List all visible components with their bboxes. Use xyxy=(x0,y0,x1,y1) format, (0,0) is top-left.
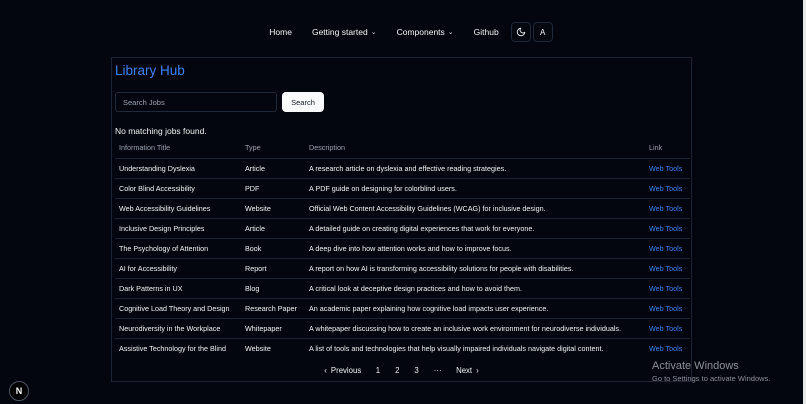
pagination-ellipsis: ··· xyxy=(433,365,442,375)
cell-description: A critical look at deceptive design practices and how to avoid them. xyxy=(305,278,645,298)
cell-link[interactable]: Web Tools xyxy=(645,178,690,198)
cell-type: Website xyxy=(245,343,271,353)
activate-windows-watermark xyxy=(652,360,770,383)
cell-description: A PDF guide on designing for colorblind users. xyxy=(305,178,645,198)
nav-getting-started-label: Getting started xyxy=(311,27,368,37)
cell-type: Book xyxy=(241,238,305,258)
cell-type: Article xyxy=(241,218,305,238)
cell-description: A list of tools and technologies that help visually impaired individuals navigate digital content. xyxy=(309,343,604,353)
table-row xyxy=(115,218,690,238)
cell-link[interactable]: Web Tools xyxy=(645,198,690,218)
page-title: Library Hub xyxy=(115,63,185,78)
cell-type: Research Paper xyxy=(241,298,305,318)
badge-letter: N xyxy=(15,386,23,396)
library-panel xyxy=(111,57,692,382)
resources-table xyxy=(115,138,690,358)
language-button-label: A xyxy=(540,27,546,37)
cell-type: Blog xyxy=(241,278,305,298)
cell-link[interactable]: Web Tools xyxy=(645,318,690,338)
cell-title: Inclusive Design Principles xyxy=(115,218,241,238)
cell-link[interactable]: Web Tools xyxy=(645,278,690,298)
chevron-left-icon: ‹ xyxy=(324,365,327,375)
table-row xyxy=(115,158,690,178)
previous-label: Previous xyxy=(330,365,362,375)
cell-link[interactable]: Web Tools xyxy=(649,343,683,353)
page-1-button[interactable]: 1 xyxy=(375,365,381,375)
cell-description: An academic paper explaining how cognitive load impacts user experience. xyxy=(305,298,645,318)
nav-components-label: Components xyxy=(396,27,445,37)
table-row xyxy=(115,318,690,338)
table-row xyxy=(115,178,690,198)
search-input[interactable] xyxy=(115,92,277,112)
nav-github[interactable] xyxy=(464,27,509,37)
cell-link[interactable]: Web Tools xyxy=(645,298,690,318)
cell-link[interactable]: Web Tools xyxy=(645,258,690,278)
cell-title: AI for Accessibility xyxy=(115,258,241,278)
cell-description: A detailed guide on creating digital experiences that work for everyone. xyxy=(305,218,645,238)
table-row xyxy=(115,298,690,318)
cell-title: Neurodiversity in the Workplace xyxy=(115,318,241,338)
chevron-right-icon: › xyxy=(476,365,479,375)
page-3-button[interactable]: 3 xyxy=(414,365,419,375)
cell-description: Official Web Content Accessibility Guidelines (WCAG) for inclusive design. xyxy=(305,198,645,218)
watermark-title: Activate Windows xyxy=(652,360,739,372)
cell-type: PDF xyxy=(241,178,305,198)
column-header-description: Description xyxy=(305,138,645,158)
chevron-down-icon: ⌄ xyxy=(370,29,377,36)
next-page-button[interactable] xyxy=(449,366,486,375)
cell-link[interactable]: Web Tools xyxy=(645,158,690,178)
theme-toggle-button[interactable] xyxy=(511,22,531,42)
table-row xyxy=(115,278,690,298)
table-row xyxy=(115,198,690,218)
table-row xyxy=(115,258,690,278)
cell-title: Dark Patterns in UX xyxy=(115,278,241,298)
cell-title: Web Accessibility Guidelines xyxy=(115,198,241,218)
search-row xyxy=(115,92,324,112)
nav-getting-started[interactable] xyxy=(302,27,387,37)
pagination xyxy=(112,363,691,377)
cell-type: Whitepaper xyxy=(241,318,305,338)
next-label: Next xyxy=(456,365,473,375)
table-body xyxy=(115,158,690,358)
nav-home-label: Home xyxy=(269,27,292,37)
cell-type: Article xyxy=(241,158,305,178)
cell-link[interactable]: Web Tools xyxy=(645,218,690,238)
table-row xyxy=(115,338,690,358)
previous-page-button[interactable] xyxy=(317,366,368,375)
no-match-message: No matching jobs found. xyxy=(115,126,207,136)
cell-link[interactable]: Web Tools xyxy=(645,238,690,258)
cell-type: Website xyxy=(241,198,305,218)
column-header-type: Type xyxy=(241,138,305,158)
table-header-row xyxy=(115,138,690,158)
column-header-title: Information Title xyxy=(115,138,241,158)
chevron-down-icon: ⌄ xyxy=(447,29,454,36)
cell-description: A report on how AI is transforming accessibility solutions for people with disabilities. xyxy=(305,258,645,278)
cell-type: Report xyxy=(241,258,305,278)
nav-home[interactable] xyxy=(259,27,302,37)
column-header-link: Link xyxy=(645,138,690,158)
cell-description: A research article on dyslexia and effective reading strategies. xyxy=(305,158,645,178)
page-2-button[interactable]: 2 xyxy=(395,365,400,375)
cell-description: A deep dive into how attention works and how to improve focus. xyxy=(305,238,645,258)
moon-icon xyxy=(516,27,526,37)
cell-title: Assistive Technology for the Blind xyxy=(119,343,226,353)
watermark-subtitle: Go to Settings to activate Windows. xyxy=(652,374,771,383)
top-navigation xyxy=(0,21,806,43)
cell-title: The Psychology of Attention xyxy=(115,238,241,258)
language-button[interactable] xyxy=(533,22,553,42)
cell-description: A whitepaper discussing how to create an inclusive work environment for neurodiverse individuals. xyxy=(305,318,645,338)
nav-github-label: Github xyxy=(473,27,499,37)
nav-components[interactable] xyxy=(387,27,464,37)
table-row xyxy=(115,238,690,258)
search-button[interactable]: Search xyxy=(282,92,324,112)
nextjs-badge-button[interactable] xyxy=(9,381,29,401)
cell-title: Color Blind Accessibility xyxy=(115,178,241,198)
cell-title: Cognitive Load Theory and Design xyxy=(115,298,241,318)
cell-title: Understanding Dyslexia xyxy=(115,158,241,178)
